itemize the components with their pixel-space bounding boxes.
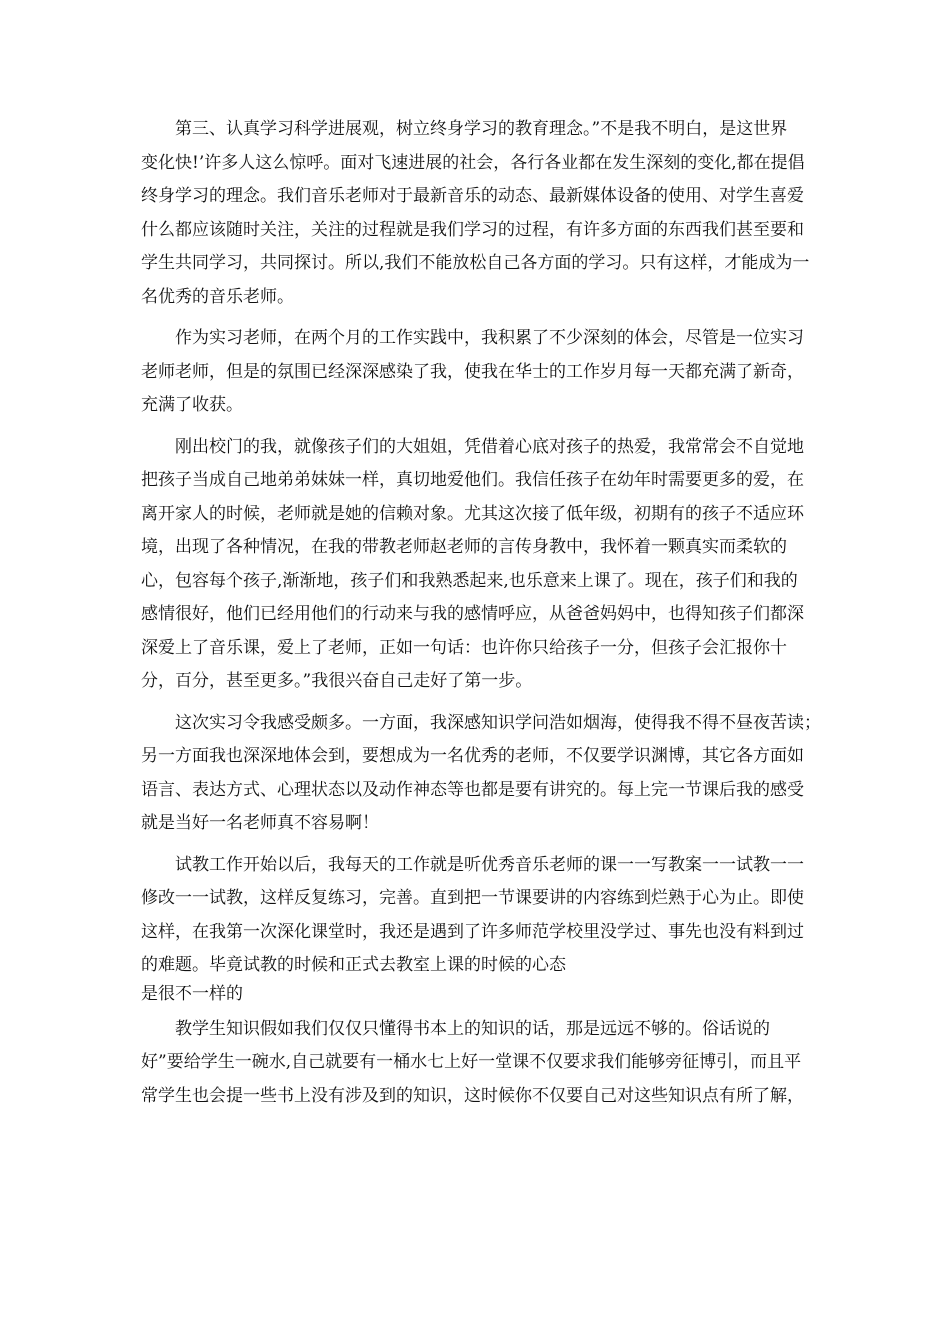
text-line: 常学生也会提一些书上没有涉及到的知识，这时候你不仅要自己对这些知识点有所了解， — [141, 1085, 804, 1106]
paragraph-trial-teaching-tail: 是很不一样的 — [141, 983, 243, 1004]
paragraph-internship-feelings — [141, 707, 821, 841]
text-line: 离开家人的时候，老师就是她的信赖对象。尤其这次接了低年级，初期有的孩子不适应环 — [141, 503, 804, 524]
text-line: 这次实习令我感受颇多。一方面，我深感知识学问浩如烟海，使得我不得不昼夜苦读； — [175, 712, 821, 733]
text-line: 就是当好一名老师真不容易啊！ — [141, 813, 379, 833]
text-line: 第三、认真学习科学进展观，树立终身学习的教育理念。”不是我不明白，是这世界 — [175, 119, 788, 139]
text-line: 名优秀的音乐老师。 — [141, 286, 294, 307]
text-line: 分，百分，甚至更多。”我很兴奋自己走好了第一步。 — [141, 671, 533, 691]
text-line: 刚出校门的我，就像孩子们的大姐姐，凭借着心底对孩子的热爱，我常常会不自觉地 — [175, 436, 804, 457]
text-line: 的难题。毕竟试教的时候和正式去教室上课的时候的心态 — [141, 955, 566, 975]
text-line: 另一方面我也深深地体会到，要想成为一名优秀的老师，不仅要学识渊博，其它各方面如 — [141, 746, 804, 766]
paragraph-teaching-knowledge — [141, 1013, 821, 1114]
text-line: 修改一一试教，这样反复练习，完善。直到把一节课要讲的内容练到烂熟于心为止。即使 — [141, 888, 804, 908]
paragraph-big-sister — [141, 431, 821, 699]
text-line: 把孩子当成自己地弟弟妹妹一样，真切地爱他们。我信任孩子在幼年时需要更多的爱，在 — [141, 470, 804, 490]
text-line: 老师老师，但是的氛围已经深深感染了我，使我在华士的工作岁月每一天都充满了新奇， — [141, 361, 804, 382]
paragraph-trial-teaching — [141, 849, 821, 983]
text-line: 这样，在我第一次深化课堂时，我还是遇到了许多师范学校里没学过、事先也没有料到过 — [141, 921, 804, 942]
text-line: 教学生知识假如我们仅仅只懂得书本上的知识的话，那是远远不够的。俗话说的 — [175, 1018, 770, 1039]
text-line: 心，包容每个孩子,渐渐地，孩子们和我熟悉起来,也乐意来上课了。现在，孩子们和我的 — [141, 570, 798, 591]
text-line: 试教工作开始以后，我每天的工作就是听优秀音乐老师的课一一写教案一一试教一一 — [175, 854, 804, 875]
text-line: 作为实习老师，在两个月的工作实践中，我积累了不少深刻的体会，尽管是一位实习 — [175, 328, 804, 348]
paragraph-lifelong-learning — [141, 113, 821, 314]
text-line: 语言、表达方式、心理状态以及动作神态等也都是要有讲究的。每上完一节课后我的感受 — [141, 779, 804, 800]
text-line: 好”要给学生一碗水,自己就要有一桶水七上好一堂课不仅要求我们能够旁征博引，而且平 — [141, 1052, 802, 1072]
paragraph-intern-teacher — [141, 322, 821, 423]
text-line: 深爱上了音乐课，爱上了老师，正如一句话：也许你只给孩子一分，但孩子会汇报你十 — [141, 637, 787, 658]
text-line: 充满了收获。 — [141, 395, 243, 415]
text-line: 学生共同学习，共同探讨。所以,我们不能放松自己各方面的学习。只有这样，才能成为一 — [141, 253, 810, 273]
text-line: 终身学习的理念。我们音乐老师对于最新音乐的动态、最新媒体设备的使用、对学生喜爱 — [141, 186, 804, 206]
text-line: 境，出现了各种情况，在我的带教老师赵老师的言传身教中，我怀着一颗真实而柔软的 — [141, 537, 787, 557]
text-line: 什么都应该随时关注，关注的过程就是我们学习的过程，有许多方面的东西我们甚至要和 — [141, 219, 804, 240]
document-body — [141, 113, 821, 1113]
text-line: 感情很好，他们已经用他们的行动来与我的感情呼应，从爸爸妈妈中，也得知孩子们都深 — [141, 604, 804, 624]
text-line: 变化快!’许多人这么惊呼。面对飞速进展的社会，各行各业都在发生深刻的变化,都在提倡 — [141, 152, 805, 173]
